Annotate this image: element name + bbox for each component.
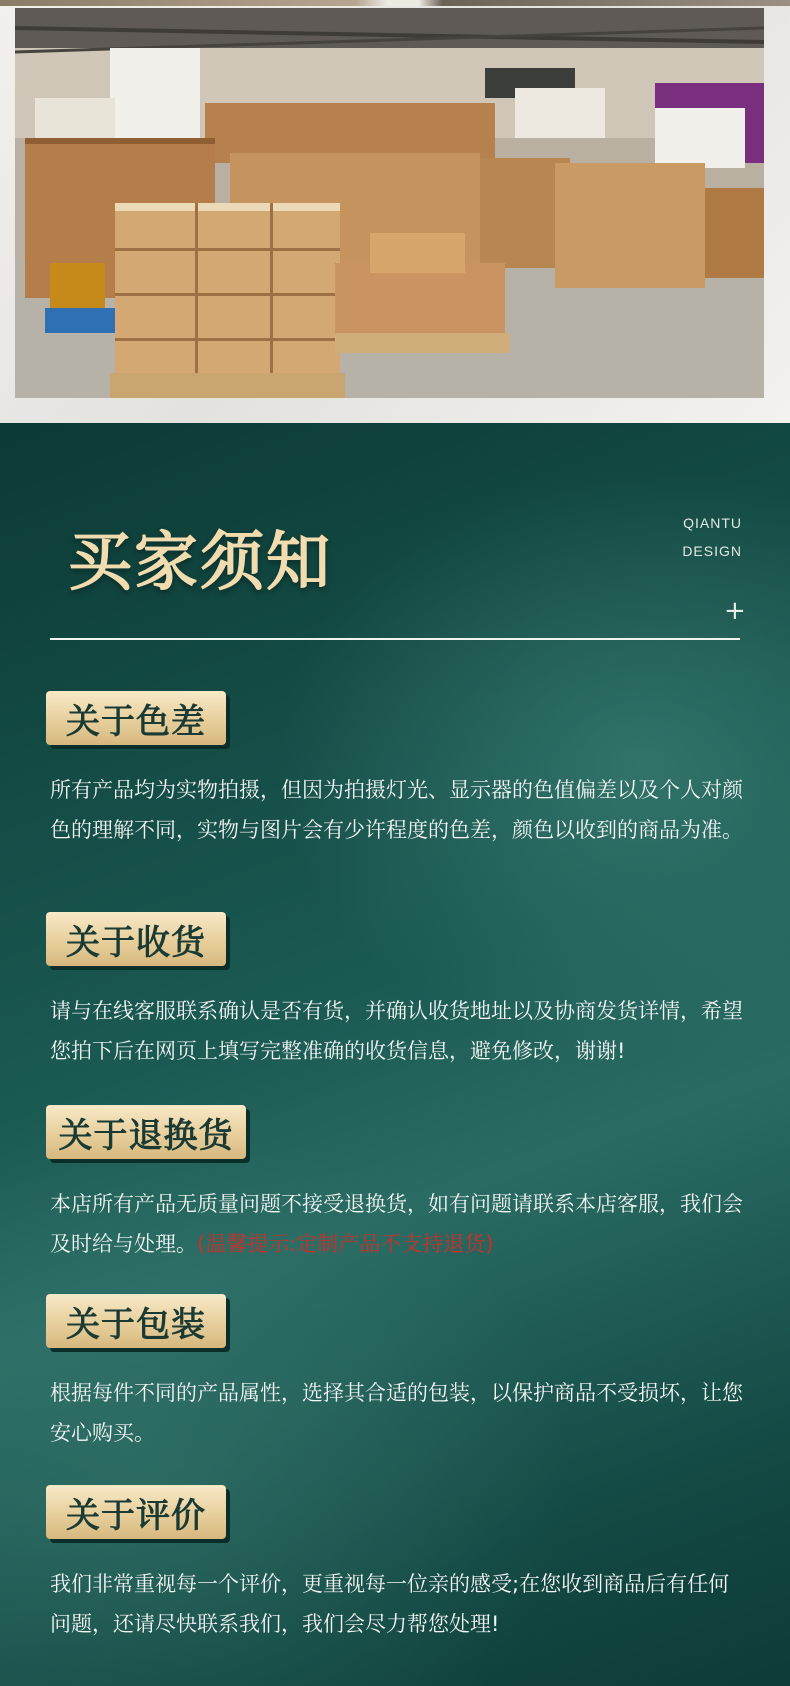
section-title-packaging: 关于包装 bbox=[46, 1294, 226, 1348]
plus-icon: + bbox=[724, 596, 746, 626]
brand-line-2: DESIGN bbox=[682, 543, 742, 559]
warehouse-photo-section bbox=[0, 0, 790, 423]
buyer-notice-panel bbox=[0, 423, 790, 1686]
brand-mark bbox=[682, 509, 742, 565]
header-divider bbox=[50, 638, 740, 640]
section-body-receiving: 请与在线客服联系确认是否有货，并确认收货地址以及协商发货详情，希望您拍下后在网页上填写完整准确的收货信息，避免修改，谢谢! bbox=[50, 999, 743, 1063]
section-title-color-difference: 关于色差 bbox=[46, 691, 226, 745]
previous-photo-strip bbox=[0, 0, 790, 6]
section-body-packaging: 根据每件不同的产品属性，选择其合适的包装，以保护商品不受损坏，让您安心购买。 bbox=[50, 1381, 743, 1445]
warehouse-photo bbox=[15, 8, 764, 398]
returns-note: (温馨提示:定制产品不支持退货) bbox=[197, 1232, 494, 1256]
section-title-reviews: 关于评价 bbox=[46, 1485, 226, 1539]
returns-text: 本店所有产品无质量问题不接受退换货，如有问题请联系本店客服，我们会及时给与处理。 bbox=[50, 1192, 743, 1256]
section-body-returns bbox=[50, 1184, 750, 1264]
section-body-reviews: 我们非常重视每一个评价，更重视每一位亲的感受;在您收到商品后有任何问题，还请尽快联系我们，我们会尽力帮您处理! bbox=[50, 1572, 730, 1636]
section-body-color-difference: 所有产品均为实物拍摄，但因为拍摄灯光、显示器的色值偏差以及个人对颜色的理解不同，实物与图片会有少许程度的色差，颜色以收到的商品为准。 bbox=[50, 778, 743, 842]
page-title: 买家须知 bbox=[68, 525, 332, 600]
section-title-returns: 关于退换货 bbox=[46, 1105, 246, 1159]
brand-line-1: QIANTU bbox=[683, 515, 742, 531]
section-title-receiving: 关于收货 bbox=[46, 912, 226, 966]
